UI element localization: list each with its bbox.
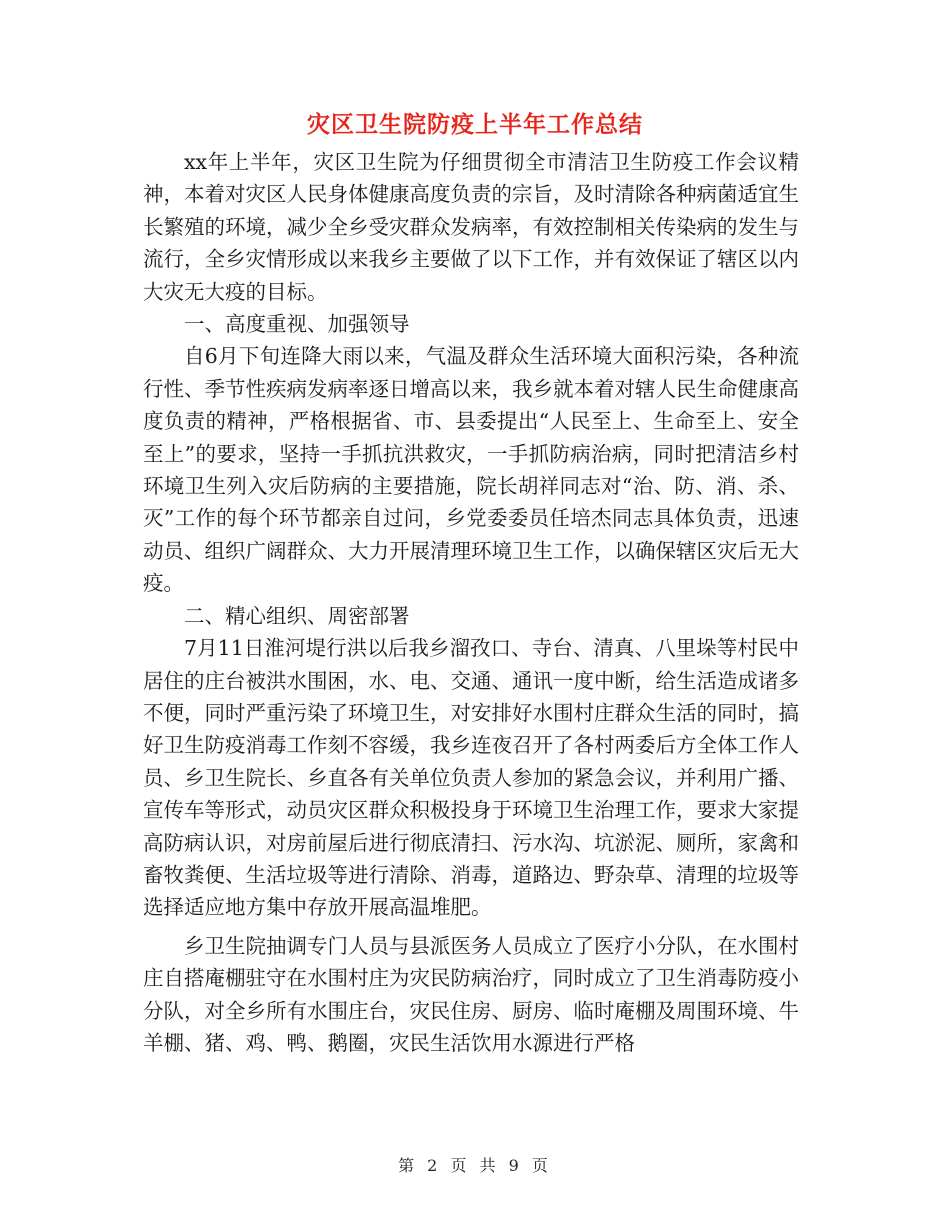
section-heading-1: 一、高度重视、加强领导 [184, 312, 410, 337]
section-heading-2: 二、精心组织、周密部署 [184, 603, 410, 628]
paragraph-section-1: 自6月下旬连降大雨以来，气温及群众生活环境大面积污染，各种流行性、季节性疾病发病率逐日增高以来，我乡就本着对辖人民生命健康高度负责的精神，严格根据省、市、县委提出“人民至上、生命至上、安全至上”的要求，坚持一手抓抗洪救灾，一手抓防病治病，同时把清洁乡村环境卫生列入灾后防病的主要措施，院长胡祥同志对“治、防、消、杀、灭”工作的每个环节都亲自过问，乡党委委员任培杰同志具体负责，迅速动员、组织广阔群众、大力开展清理环境卫生工作，以确保辖区灾后无大疫。 [143, 344, 799, 596]
page-footer: 第 2 页 共 9 页 [398, 1156, 552, 1175]
paragraph-intro: xx年上半年，灾区卫生院为仔细贯彻全市清洁卫生防疫工作会议精神，本着对灾区人民身体健康高度负责的宗旨，及时清除各种病菌适宜生长繁殖的环境，减少全乡受灾群众发病率，有效控制相关传染病的发生与流行，全乡灾情形成以来我乡主要做了以下工作，并有效保证了辖区以内大灾无大疫的目标。 [143, 150, 799, 304]
paragraph-section-2: 7月11日淮河堤行洪以后我乡溜孜口、寺台、清真、八里垛等村民中居住的庄台被洪水围困，水、电、交通、通讯一度中断，给生活造成诸多不便，同时严重污染了环境卫生，对安排好水围村庄群众生活的同时，搞好卫生防疫消毒工作刻不容缓，我乡连夜召开了各村两委后方全体工作人员、乡卫生院长、乡直各有关单位负责人参加的紧急会议，并利用广播、宣传车等形式，动员灾区群众积极投身于环境卫生治理工作，要求大家提高防病认识，对房前屋后进行彻底清扫、污水沟、坑淤泥、厕所，家禽和畜牧粪便、生活垃圾等进行清除、消毒，道路边、野杂草、清理的垃圾等选择适应地方集中存放开展高温堆肥。 [143, 636, 799, 920]
document-title: 灾区卫生院防疫上半年工作总结 [307, 112, 643, 138]
document-body [143, 146, 799, 1059]
paragraph-medical-team: 乡卫生院抽调专门人员与县派医务人员成立了医疗小分队，在水围村庄自搭庵棚驻守在水围村庄为灾民防病治疗，同时成立了卫生消毒防疫小分队，对全乡所有水围庄台，灾民住房、厨房、临时庵棚及周围环境、牛羊棚、猪、鸡、鸭、鹅圈，灾民生活饮用水源进行严格 [143, 933, 799, 1055]
